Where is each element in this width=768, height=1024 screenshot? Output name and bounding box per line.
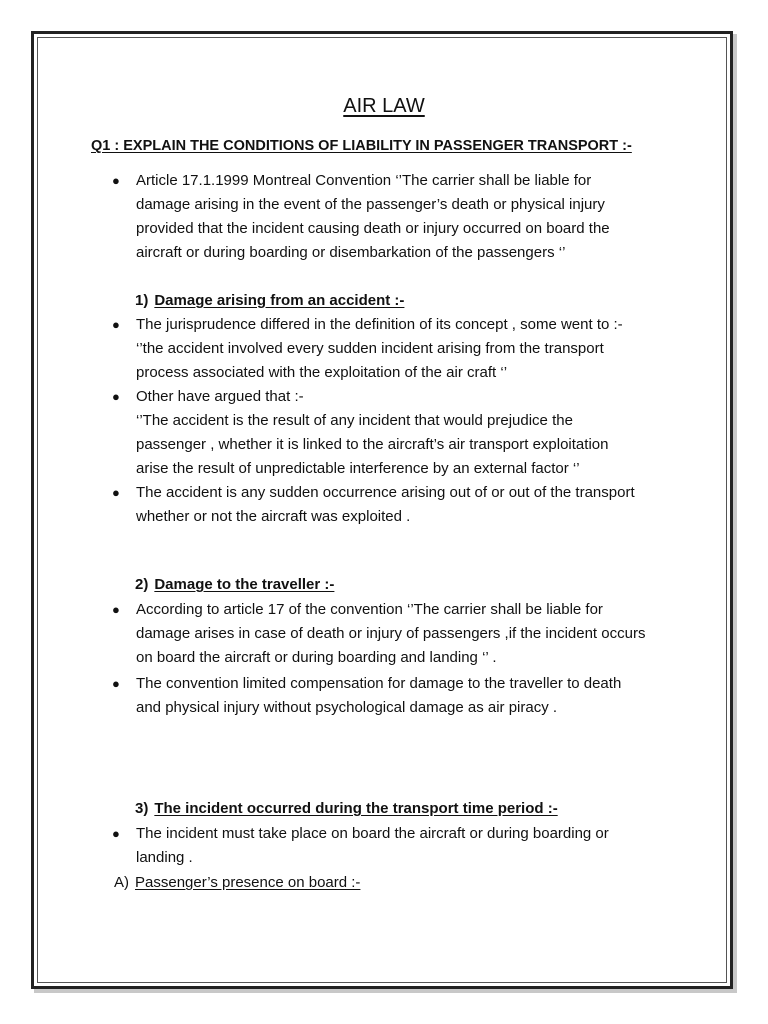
- text-line: Article 17.1.1999 Montreal Convention ‘’The carrier shall be liable for: [136, 172, 592, 189]
- section-2-heading: [135, 573, 334, 597]
- section-3-heading: [135, 797, 558, 821]
- section-number: 1): [135, 292, 149, 309]
- subsection-title: Passenger’s presence on board :-: [135, 874, 361, 891]
- bullet-text: [136, 385, 684, 481]
- subsection-a-heading: [114, 871, 360, 895]
- section-title: The incident occurred during the transport time period :-: [154, 800, 558, 817]
- bullet-text: [136, 313, 684, 385]
- text-line: on board the aircraft or during boarding and landing ‘’ .: [136, 649, 497, 666]
- text-line: ‘’The accident is the result of any incident that would prejudice the: [136, 412, 573, 429]
- bullet-text: [136, 481, 684, 529]
- section-number: 2): [135, 576, 149, 593]
- bullet-text: [136, 169, 684, 265]
- text-line: and physical injury without psychological damage as air piracy .: [136, 699, 558, 716]
- bullet-icon: ●: [112, 389, 120, 404]
- bullet-text: [136, 598, 684, 670]
- text-line: provided that the incident causing death or injury occurred on board the: [136, 220, 610, 237]
- bullet-text: [136, 822, 684, 870]
- bullet-text: [136, 672, 684, 720]
- text-line: aircraft or during boarding or disembarkation of the passengers ‘’: [136, 244, 566, 261]
- bullet-icon: ●: [112, 173, 120, 188]
- text-line: landing .: [136, 849, 193, 866]
- section-title: Damage to the traveller :-: [154, 576, 335, 593]
- text-line: Other have argued that :-: [136, 388, 304, 405]
- bullet-icon: ●: [112, 317, 120, 332]
- bullet-icon: ●: [112, 676, 120, 691]
- section-title: Damage arising from an accident :-: [154, 292, 405, 309]
- text-line: damage arising in the event of the passenger’s death or physical injury: [136, 196, 605, 213]
- text-line: arise the result of unpredictable interference by an external factor ‘’: [136, 460, 580, 477]
- subsection-number: A): [114, 874, 129, 891]
- bullet-icon: ●: [112, 485, 120, 500]
- text-line: damage arises in case of death or injury of passengers ,if the incident occurs: [136, 625, 646, 642]
- text-line: The accident is any sudden occurrence arising out of or out of the transport: [136, 484, 635, 501]
- text-line: The convention limited compensation for damage to the traveller to death: [136, 675, 622, 692]
- text-line: whether or not the aircraft was exploited .: [136, 508, 411, 525]
- bullet-icon: ●: [112, 602, 120, 617]
- text-line: process associated with the exploitation of the air craft ‘’: [136, 364, 508, 381]
- bullet-icon: ●: [112, 826, 120, 841]
- section-number: 3): [135, 800, 149, 817]
- text-line: passenger , whether it is linked to the aircraft’s air transport exploitation: [136, 436, 609, 453]
- document-title: AIR LAW: [343, 95, 425, 117]
- text-line: According to article 17 of the convention ‘’The carrier shall be liable for: [136, 601, 603, 618]
- question-heading: Q1 : EXPLAIN THE CONDITIONS OF LIABILITY IN PASSENGER TRANSPORT :-: [91, 138, 632, 154]
- text-line: ‘’the accident involved every sudden incident arising from the transport: [136, 340, 604, 357]
- text-line: The incident must take place on board the aircraft or during boarding or: [136, 825, 609, 842]
- text-line: The jurisprudence differed in the definition of its concept , some went to :-: [136, 316, 623, 333]
- section-1-heading: [135, 289, 404, 313]
